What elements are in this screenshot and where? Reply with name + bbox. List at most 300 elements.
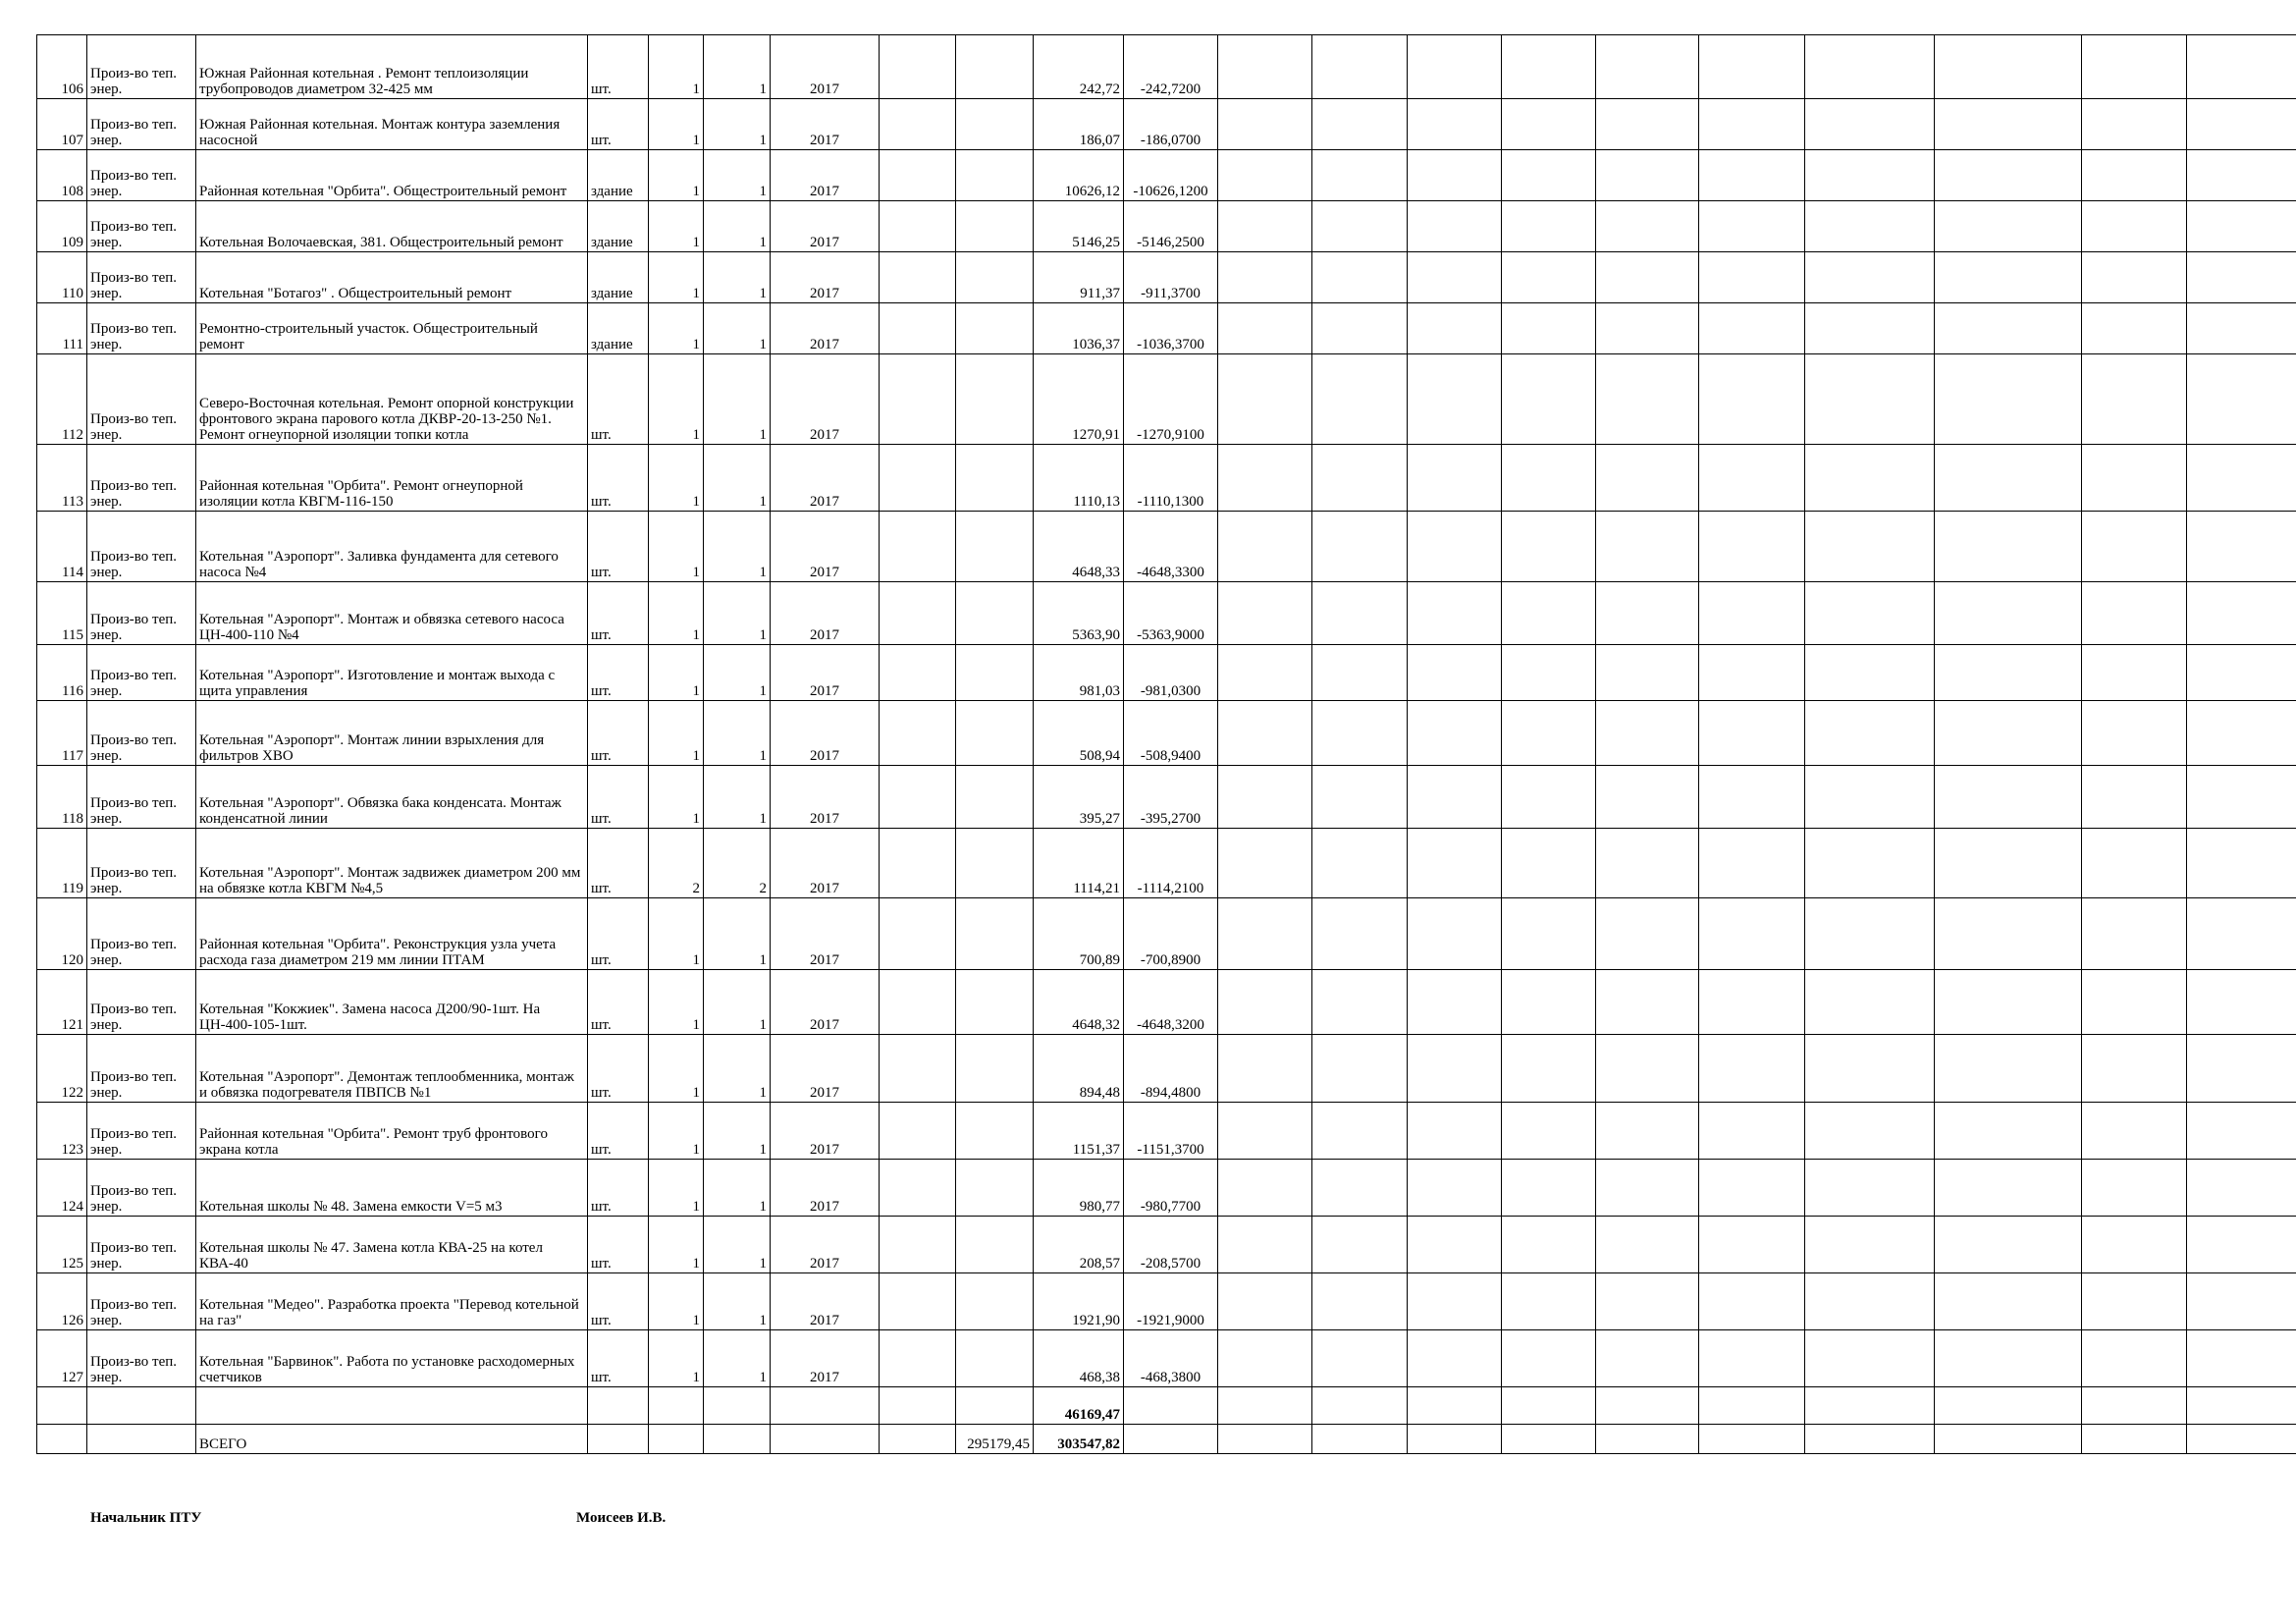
empty-cell <box>1935 766 2082 829</box>
table-row <box>37 970 2296 1035</box>
empty-cell <box>880 1103 956 1160</box>
empty-cell <box>956 150 1034 201</box>
empty-cell <box>1699 354 1805 445</box>
table-row <box>37 252 2296 303</box>
empty-cell <box>956 35 1034 99</box>
empty-cell <box>2187 35 2296 99</box>
empty-cell <box>1502 35 1596 99</box>
empty-cell <box>1935 970 2082 1035</box>
empty-cell <box>1312 829 1408 898</box>
quantity-fact: 1 <box>704 1273 771 1330</box>
empty-cell <box>1805 898 1935 970</box>
deviation-cell: -5146,2500 <box>1124 201 1218 252</box>
signature-position: Начальник ПТУ <box>90 1510 202 1526</box>
amount-cell: 894,48 <box>1034 1035 1124 1103</box>
empty-cell <box>1699 970 1805 1035</box>
empty-cell <box>1408 252 1502 303</box>
empty-cell <box>1408 512 1502 582</box>
empty-cell <box>880 354 956 445</box>
empty-cell <box>1312 354 1408 445</box>
unit-cell: шт. <box>588 1273 649 1330</box>
deviation-cell: -4648,3200 <box>1124 970 1218 1035</box>
empty-cell <box>2082 829 2187 898</box>
work-description: Районная котельная "Орбита". Ремонт огнеупорной изоляции котла КВГМ-116-150 <box>196 445 588 512</box>
year-cell: 2017 <box>771 1330 880 1387</box>
empty-cell <box>1935 99 2082 150</box>
empty-cell <box>2187 582 2296 645</box>
empty-cell <box>1805 201 1935 252</box>
quantity-plan: 1 <box>649 35 704 99</box>
quantity-plan: 1 <box>649 201 704 252</box>
empty-cell <box>1408 150 1502 201</box>
empty-cell <box>2082 1387 2187 1425</box>
quantity-fact: 1 <box>704 1330 771 1387</box>
unit-cell: шт. <box>588 1160 649 1217</box>
empty-cell <box>1699 1425 1805 1454</box>
empty-cell <box>1502 582 1596 645</box>
empty-cell <box>1805 35 1935 99</box>
sector-cell: Произ-во теп. энер. <box>87 582 196 645</box>
empty-cell <box>880 1425 956 1454</box>
empty-cell <box>1502 1387 1596 1425</box>
empty-cell <box>2187 512 2296 582</box>
empty-cell <box>37 1387 87 1425</box>
work-description: Котельная "Кокжиек". Замена насоса Д200/90-1шт. На ЦН-400-105-1шт. <box>196 970 588 1035</box>
quantity-plan: 1 <box>649 354 704 445</box>
deviation-cell: -395,2700 <box>1124 766 1218 829</box>
year-cell: 2017 <box>771 252 880 303</box>
empty-cell <box>1502 766 1596 829</box>
empty-cell <box>1502 512 1596 582</box>
empty-cell <box>880 582 956 645</box>
empty-cell <box>1218 1387 1312 1425</box>
empty-cell <box>1502 1103 1596 1160</box>
empty-cell <box>2187 1387 2296 1425</box>
empty-cell <box>1312 1103 1408 1160</box>
empty-cell <box>1805 1103 1935 1160</box>
quantity-plan: 1 <box>649 1273 704 1330</box>
empty-cell <box>2187 1103 2296 1160</box>
empty-cell <box>1312 35 1408 99</box>
empty-cell <box>2187 150 2296 201</box>
quantity-plan: 1 <box>649 1035 704 1103</box>
empty-cell <box>1935 252 2082 303</box>
unit-cell: шт. <box>588 354 649 445</box>
table-row <box>37 766 2296 829</box>
deviation-cell: -981,0300 <box>1124 645 1218 701</box>
empty-cell <box>1408 829 1502 898</box>
empty-cell <box>1596 1160 1699 1217</box>
empty-cell <box>1596 35 1699 99</box>
empty-cell <box>1408 898 1502 970</box>
empty-cell <box>37 1425 87 1454</box>
empty-cell <box>2082 701 2187 766</box>
empty-cell <box>1805 970 1935 1035</box>
empty-cell <box>704 1387 771 1425</box>
empty-cell <box>956 898 1034 970</box>
work-description: Районная котельная "Орбита". Реконструкция узла учета расхода газа диаметром 219 мм линии ПТАМ <box>196 898 588 970</box>
empty-cell <box>1805 512 1935 582</box>
work-description: Котельная "Аэропорт". Монтаж линии взрыхления для фильтров ХВО <box>196 701 588 766</box>
empty-cell <box>2187 1330 2296 1387</box>
empty-cell <box>1408 1217 1502 1273</box>
year-cell: 2017 <box>771 512 880 582</box>
unit-cell: шт. <box>588 512 649 582</box>
empty-cell <box>1218 645 1312 701</box>
quantity-fact: 1 <box>704 445 771 512</box>
quantity-fact: 1 <box>704 970 771 1035</box>
empty-cell <box>1218 1217 1312 1273</box>
work-description: Котельная "Аэропорт". Монтаж задвижек диаметром 200 мм на обвязке котла КВГМ №4,5 <box>196 829 588 898</box>
sector-cell: Произ-во теп. энер. <box>87 970 196 1035</box>
empty-cell <box>1408 1273 1502 1330</box>
empty-cell <box>1805 252 1935 303</box>
table-row <box>37 303 2296 354</box>
empty-cell <box>1312 252 1408 303</box>
table-row <box>37 201 2296 252</box>
deviation-cell: -4648,3300 <box>1124 512 1218 582</box>
empty-cell <box>649 1387 704 1425</box>
row-number: 108 <box>37 150 87 201</box>
empty-cell <box>2082 898 2187 970</box>
empty-cell <box>2082 766 2187 829</box>
empty-cell <box>880 645 956 701</box>
work-description: Южная Районная котельная . Ремонт теплоизоляции трубопроводов диаметром 32-425 мм <box>196 35 588 99</box>
quantity-fact: 1 <box>704 645 771 701</box>
empty-cell <box>956 99 1034 150</box>
empty-cell <box>1805 1160 1935 1217</box>
empty-cell <box>1408 645 1502 701</box>
year-cell: 2017 <box>771 645 880 701</box>
table-row <box>37 898 2296 970</box>
empty-cell <box>87 1425 196 1454</box>
empty-cell <box>1408 701 1502 766</box>
empty-cell <box>1218 201 1312 252</box>
empty-cell <box>880 766 956 829</box>
year-cell: 2017 <box>771 1273 880 1330</box>
empty-cell <box>1596 1387 1699 1425</box>
empty-cell <box>1408 99 1502 150</box>
empty-cell <box>1218 582 1312 645</box>
empty-cell <box>1596 1330 1699 1387</box>
empty-cell <box>1408 1160 1502 1217</box>
sector-cell: Произ-во теп. энер. <box>87 303 196 354</box>
empty-cell <box>1935 354 2082 445</box>
empty-cell <box>1805 1217 1935 1273</box>
row-number: 120 <box>37 898 87 970</box>
empty-cell <box>1935 1035 2082 1103</box>
empty-cell <box>880 445 956 512</box>
amount-cell: 700,89 <box>1034 898 1124 970</box>
empty-cell <box>1408 582 1502 645</box>
table-row <box>37 445 2296 512</box>
empty-cell <box>2082 1330 2187 1387</box>
row-number: 116 <box>37 645 87 701</box>
empty-cell <box>1699 1330 1805 1387</box>
year-cell: 2017 <box>771 303 880 354</box>
empty-cell <box>1699 645 1805 701</box>
empty-cell <box>1502 1330 1596 1387</box>
deviation-cell: -5363,9000 <box>1124 582 1218 645</box>
year-cell: 2017 <box>771 201 880 252</box>
unit-cell: шт. <box>588 1103 649 1160</box>
year-cell: 2017 <box>771 99 880 150</box>
empty-cell <box>1699 1035 1805 1103</box>
empty-cell <box>2187 1160 2296 1217</box>
amount-cell: 4648,33 <box>1034 512 1124 582</box>
empty-cell <box>1408 445 1502 512</box>
empty-cell <box>1312 512 1408 582</box>
table-row <box>37 150 2296 201</box>
empty-cell <box>1596 354 1699 445</box>
empty-cell <box>1502 1035 1596 1103</box>
empty-cell <box>1408 1425 1502 1454</box>
empty-cell <box>880 970 956 1035</box>
empty-cell <box>2187 201 2296 252</box>
work-description: Котельная "Аэропорт". Монтаж и обвязка сетевого насоса ЦН-400-110 №4 <box>196 582 588 645</box>
empty-cell <box>1596 1035 1699 1103</box>
empty-cell <box>2082 201 2187 252</box>
year-cell: 2017 <box>771 1035 880 1103</box>
empty-cell <box>880 1160 956 1217</box>
empty-cell <box>1935 1103 2082 1160</box>
quantity-fact: 1 <box>704 898 771 970</box>
empty-cell <box>1502 99 1596 150</box>
work-description: Котельная "Медео". Разработка проекта "Перевод котельной на газ" <box>196 1273 588 1330</box>
amount-cell: 5363,90 <box>1034 582 1124 645</box>
empty-cell <box>1312 1273 1408 1330</box>
empty-cell <box>1312 1160 1408 1217</box>
empty-cell <box>1699 150 1805 201</box>
empty-cell <box>1699 701 1805 766</box>
row-number: 119 <box>37 829 87 898</box>
empty-cell <box>588 1387 649 1425</box>
sector-cell: Произ-во теп. энер. <box>87 99 196 150</box>
amount-cell: 508,94 <box>1034 701 1124 766</box>
empty-cell <box>2187 354 2296 445</box>
empty-cell <box>956 645 1034 701</box>
empty-cell <box>1408 35 1502 99</box>
quantity-fact: 1 <box>704 303 771 354</box>
quantity-plan: 1 <box>649 445 704 512</box>
sector-cell: Произ-во теп. энер. <box>87 354 196 445</box>
empty-cell <box>2187 829 2296 898</box>
empty-cell <box>2082 512 2187 582</box>
empty-cell <box>880 1217 956 1273</box>
empty-cell <box>2082 645 2187 701</box>
quantity-plan: 1 <box>649 898 704 970</box>
empty-cell <box>1218 1103 1312 1160</box>
year-cell: 2017 <box>771 829 880 898</box>
row-number: 122 <box>37 1035 87 1103</box>
empty-cell <box>1312 1330 1408 1387</box>
empty-cell <box>1699 99 1805 150</box>
year-cell: 2017 <box>771 445 880 512</box>
quantity-fact: 1 <box>704 1035 771 1103</box>
deviation-cell: -980,7700 <box>1124 1160 1218 1217</box>
sector-cell: Произ-во теп. энер. <box>87 1273 196 1330</box>
quantity-fact: 2 <box>704 829 771 898</box>
empty-cell <box>1805 99 1935 150</box>
row-number: 121 <box>37 970 87 1035</box>
empty-cell <box>1935 582 2082 645</box>
empty-cell <box>1124 1425 1218 1454</box>
empty-cell <box>1699 252 1805 303</box>
empty-cell <box>1805 645 1935 701</box>
amount-cell: 1270,91 <box>1034 354 1124 445</box>
sector-cell: Произ-во теп. энер. <box>87 829 196 898</box>
table-row <box>37 1330 2296 1387</box>
amount-cell: 1036,37 <box>1034 303 1124 354</box>
empty-cell <box>1699 512 1805 582</box>
empty-cell <box>1699 1273 1805 1330</box>
empty-cell <box>1699 582 1805 645</box>
empty-cell <box>956 252 1034 303</box>
empty-cell <box>1502 701 1596 766</box>
year-cell: 2017 <box>771 35 880 99</box>
table-row <box>37 829 2296 898</box>
empty-cell <box>588 1425 649 1454</box>
year-cell: 2017 <box>771 970 880 1035</box>
work-description: Котельная "Аэропорт". Демонтаж теплообменника, монтаж и обвязка подогревателя ПВПСВ №1 <box>196 1035 588 1103</box>
table-row <box>37 512 2296 582</box>
empty-cell <box>880 252 956 303</box>
work-description: Ремонтно-строительный участок. Общестроительный ремонт <box>196 303 588 354</box>
empty-cell <box>880 512 956 582</box>
empty-cell <box>1935 512 2082 582</box>
empty-cell <box>1502 970 1596 1035</box>
empty-cell <box>2082 1425 2187 1454</box>
empty-cell <box>1805 1035 1935 1103</box>
amount-cell: 395,27 <box>1034 766 1124 829</box>
empty-cell <box>1502 1160 1596 1217</box>
empty-cell <box>956 1160 1034 1217</box>
unit-cell: шт. <box>588 766 649 829</box>
subtotal-amount: 46169,47 <box>1034 1387 1124 1425</box>
signature-name: Моисеев И.В. <box>576 1510 667 1526</box>
year-cell: 2017 <box>771 150 880 201</box>
empty-cell <box>1312 99 1408 150</box>
row-number: 124 <box>37 1160 87 1217</box>
sector-cell: Произ-во теп. энер. <box>87 1103 196 1160</box>
empty-cell <box>1312 701 1408 766</box>
row-number: 114 <box>37 512 87 582</box>
empty-cell <box>704 1425 771 1454</box>
sector-cell: Произ-во теп. энер. <box>87 645 196 701</box>
row-number: 123 <box>37 1103 87 1160</box>
empty-cell <box>1596 1217 1699 1273</box>
empty-cell <box>956 766 1034 829</box>
empty-cell <box>1596 970 1699 1035</box>
empty-cell <box>1312 1217 1408 1273</box>
sector-cell: Произ-во теп. энер. <box>87 252 196 303</box>
empty-cell <box>1502 252 1596 303</box>
row-number: 125 <box>37 1217 87 1273</box>
quantity-plan: 1 <box>649 99 704 150</box>
table-row <box>37 1217 2296 1273</box>
empty-cell <box>2187 1217 2296 1273</box>
amount-cell: 981,03 <box>1034 645 1124 701</box>
amount-cell: 1114,21 <box>1034 829 1124 898</box>
empty-cell <box>880 829 956 898</box>
empty-cell <box>1699 766 1805 829</box>
empty-cell <box>1218 150 1312 201</box>
empty-cell <box>1805 354 1935 445</box>
sector-cell: Произ-во теп. энер. <box>87 701 196 766</box>
table-row <box>37 1103 2296 1160</box>
empty-cell <box>1596 898 1699 970</box>
empty-cell <box>880 701 956 766</box>
empty-cell <box>1408 303 1502 354</box>
row-number: 109 <box>37 201 87 252</box>
table-row <box>37 1160 2296 1217</box>
empty-cell <box>2187 445 2296 512</box>
empty-cell <box>1935 303 2082 354</box>
quantity-plan: 1 <box>649 512 704 582</box>
unit-cell: здание <box>588 252 649 303</box>
empty-cell <box>1124 1387 1218 1425</box>
empty-cell <box>1596 512 1699 582</box>
empty-cell <box>1502 354 1596 445</box>
quantity-plan: 1 <box>649 252 704 303</box>
unit-cell: шт. <box>588 1330 649 1387</box>
amount-cell: 4648,32 <box>1034 970 1124 1035</box>
row-number: 127 <box>37 1330 87 1387</box>
empty-cell <box>1935 1217 2082 1273</box>
quantity-plan: 1 <box>649 1160 704 1217</box>
empty-cell <box>2082 582 2187 645</box>
empty-cell <box>1596 1103 1699 1160</box>
sector-cell: Произ-во теп. энер. <box>87 512 196 582</box>
empty-cell <box>1805 1273 1935 1330</box>
quantity-fact: 1 <box>704 252 771 303</box>
empty-cell <box>1218 766 1312 829</box>
empty-cell <box>956 354 1034 445</box>
sector-cell: Произ-во теп. энер. <box>87 1217 196 1273</box>
quantity-plan: 1 <box>649 645 704 701</box>
empty-cell <box>1935 829 2082 898</box>
amount-cell: 242,72 <box>1034 35 1124 99</box>
empty-cell <box>2187 766 2296 829</box>
year-cell: 2017 <box>771 582 880 645</box>
empty-cell <box>1312 1425 1408 1454</box>
empty-cell <box>1312 645 1408 701</box>
empty-cell <box>1935 701 2082 766</box>
empty-cell <box>1218 1425 1312 1454</box>
table-row <box>37 1273 2296 1330</box>
table-row <box>37 645 2296 701</box>
sector-cell: Произ-во теп. энер. <box>87 1160 196 1217</box>
row-number: 115 <box>37 582 87 645</box>
empty-cell <box>1805 1425 1935 1454</box>
quantity-fact: 1 <box>704 701 771 766</box>
empty-cell <box>1218 303 1312 354</box>
total-label: ВСЕГО <box>196 1425 588 1454</box>
empty-cell <box>1805 766 1935 829</box>
empty-cell <box>880 1387 956 1425</box>
empty-cell <box>1935 150 2082 201</box>
empty-cell <box>2082 445 2187 512</box>
deviation-cell: -1921,9000 <box>1124 1273 1218 1330</box>
amount-cell: 1151,37 <box>1034 1103 1124 1160</box>
empty-cell <box>1312 201 1408 252</box>
empty-cell <box>1596 99 1699 150</box>
amount-cell: 1921,90 <box>1034 1273 1124 1330</box>
empty-cell <box>956 1273 1034 1330</box>
amount-cell: 186,07 <box>1034 99 1124 150</box>
unit-cell: здание <box>588 201 649 252</box>
empty-cell <box>1218 898 1312 970</box>
